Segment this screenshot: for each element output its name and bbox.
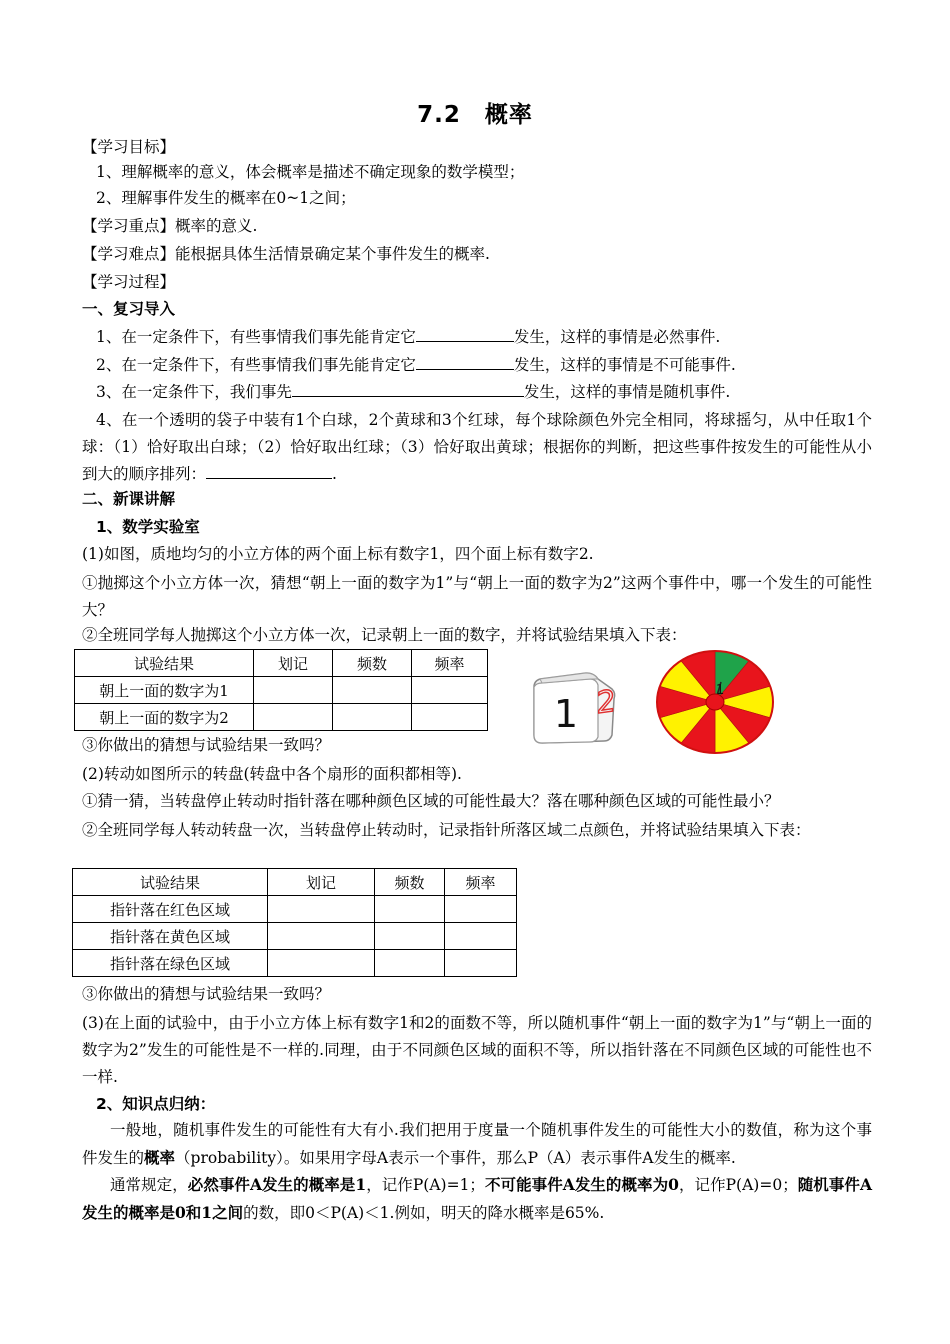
part2-question1: ①猜一猜，当转盘停止转动时指针落在哪种颜色区域的可能性最大？落在哪种颜色区域的可能性最小？ [82, 792, 780, 810]
section-review: 一、复习导入 [82, 300, 176, 318]
frequency-cell[interactable] [445, 896, 517, 923]
summary-heading: 2、知识点归纳： [96, 1095, 216, 1113]
count-cell[interactable] [333, 677, 412, 704]
answer-blank[interactable] [416, 353, 514, 370]
tally-cell[interactable] [268, 950, 375, 977]
part2-intro: (2)转动如图所示的转盘(转盘中各个扇形的面积都相等). [82, 765, 462, 783]
goal-2: 2、理解事件发生的概率在0~1之间； [96, 189, 356, 207]
tally-cell[interactable] [254, 704, 333, 731]
tally-cell[interactable] [268, 896, 375, 923]
count-cell[interactable] [375, 950, 445, 977]
part1-intro: (1)如图，质地均匀的小立方体的两个面上标有数字1，四个面上标有数字2. [82, 545, 594, 563]
table-row [73, 950, 517, 977]
review-4: 4、在一个透明的袋子中装有1个白球，2个黄球和3个红球，每个球除颜色外完全相同，将球摇匀，从中任取1个球：（1）恰好取出白球；（2）恰好取出红球；（3）恰好取出黄球；根据你的判断，把这些事件按发生的可能性从小到大的顺序排列： . [82, 411, 872, 483]
row-label: 指针落在红色区域 [73, 896, 268, 923]
tally-cell[interactable] [254, 677, 333, 704]
frequency-cell[interactable] [445, 923, 517, 950]
spinner-pointer-label: 1 [716, 683, 725, 698]
table-row [75, 677, 488, 704]
count-cell[interactable] [375, 923, 445, 950]
table-header: 划记 [268, 869, 375, 896]
count-cell[interactable] [375, 896, 445, 923]
row-label: 指针落在黄色区域 [73, 923, 268, 950]
math-lab-heading: 1、数学实验室 [96, 518, 200, 536]
goals-header: 【学习目标】 [82, 138, 176, 156]
goal-1: 1、理解概率的意义，体会概率是描述不确定现象的数学模型； [96, 163, 525, 181]
table-row [73, 896, 517, 923]
row-label: 朝上一面的数字为1 [75, 677, 254, 704]
row-label: 朝上一面的数字为2 [75, 704, 254, 731]
cube-side-label: 2 [596, 683, 616, 722]
table-header: 划记 [254, 650, 333, 677]
table-row [75, 704, 488, 731]
tally-cell[interactable] [268, 923, 375, 950]
answer-blank[interactable] [206, 462, 332, 479]
table-header: 频数 [333, 650, 412, 677]
frequency-cell[interactable] [412, 677, 488, 704]
part1-question1: ①抛掷这个小立方体一次，猜想“朝上一面的数字为1”与“朝上一面的数字为2”这两个事件中，哪一个发生的可能性大？ [82, 574, 872, 619]
process-header: 【学习过程】 [82, 273, 176, 291]
number-cube-image [528, 665, 620, 745]
cube-front-label: 1 [553, 692, 579, 736]
part1-question2: ②全班同学每人抛掷这个小立方体一次，记录朝上一面的数字，并将试验结果填入下表： [82, 626, 687, 644]
key-point: 【学习重点】概率的意义. [82, 217, 258, 235]
frequency-cell[interactable] [412, 704, 488, 731]
row-label: 指针落在绿色区域 [73, 950, 268, 977]
table-row [73, 923, 517, 950]
review-3: 3、在一定条件下，我们事先 发生，这样的事情是随机事件. [96, 380, 886, 403]
spinner-result-table [72, 868, 517, 977]
part3-explanation: (3)在上面的试验中，由于小立方体上标有数字1和2的面数不等，所以随机事件“朝上一面的数字为1”与“朝上一面的数字为2”发生的可能性是不一样的.同理，由于不同颜色区域的面积不等，所以指针落在不同颜色区域的可能性也不一样. [82, 1014, 872, 1086]
dice-result-table [74, 649, 488, 731]
part2-question3: ③你做出的猜想与试验结果一致吗？ [82, 985, 331, 1003]
section-new-lesson: 二、新课讲解 [82, 490, 176, 508]
page-title: 7.2 概率 [417, 102, 533, 128]
answer-blank[interactable] [416, 325, 514, 342]
part1-question3: ③你做出的猜想与试验结果一致吗？ [82, 736, 331, 754]
answer-blank[interactable] [292, 380, 524, 397]
difficulty: 【学习难点】能根据具体生活情景确定某个事件发生的概率. [82, 245, 490, 263]
review-1: 1、在一定条件下，有些事情我们事先能肯定它 发生，这样的事情是必然事件. [96, 325, 886, 348]
table-header: 试验结果 [75, 650, 254, 677]
table-header: 频数 [375, 869, 445, 896]
count-cell[interactable] [333, 704, 412, 731]
part2-question2: ②全班同学每人转动转盘一次，当转盘停止转动时，记录指针所落区域二点颜色，并将试验结果填入下表： [82, 821, 811, 839]
table-header: 试验结果 [73, 869, 268, 896]
probability-definition: 一般地，随机事件发生的可能性有大有小.我们把用于度量一个随机事件发生的可能性大小的数值，称为这个事件发生的概率（probability）。如果用字母A表示一个事件，那么P（A）表示事件A发生的概率. [82, 1121, 872, 1167]
review-2: 2、在一定条件下，有些事情我们事先能肯定它 发生，这样的事情是不可能事件. [96, 353, 886, 376]
table-header: 频率 [412, 650, 488, 677]
frequency-cell[interactable] [445, 950, 517, 977]
probability-rules: 通常规定，必然事件A发生的概率是1，记作P(A)=1；不可能事件A发生的概率为0，记作P(A)=0；随机事件A发生的概率是0和1之间的数，即0＜P(A)＜1.例如，明天的降水概率是65%. [82, 1175, 872, 1222]
table-header: 频率 [445, 869, 517, 896]
